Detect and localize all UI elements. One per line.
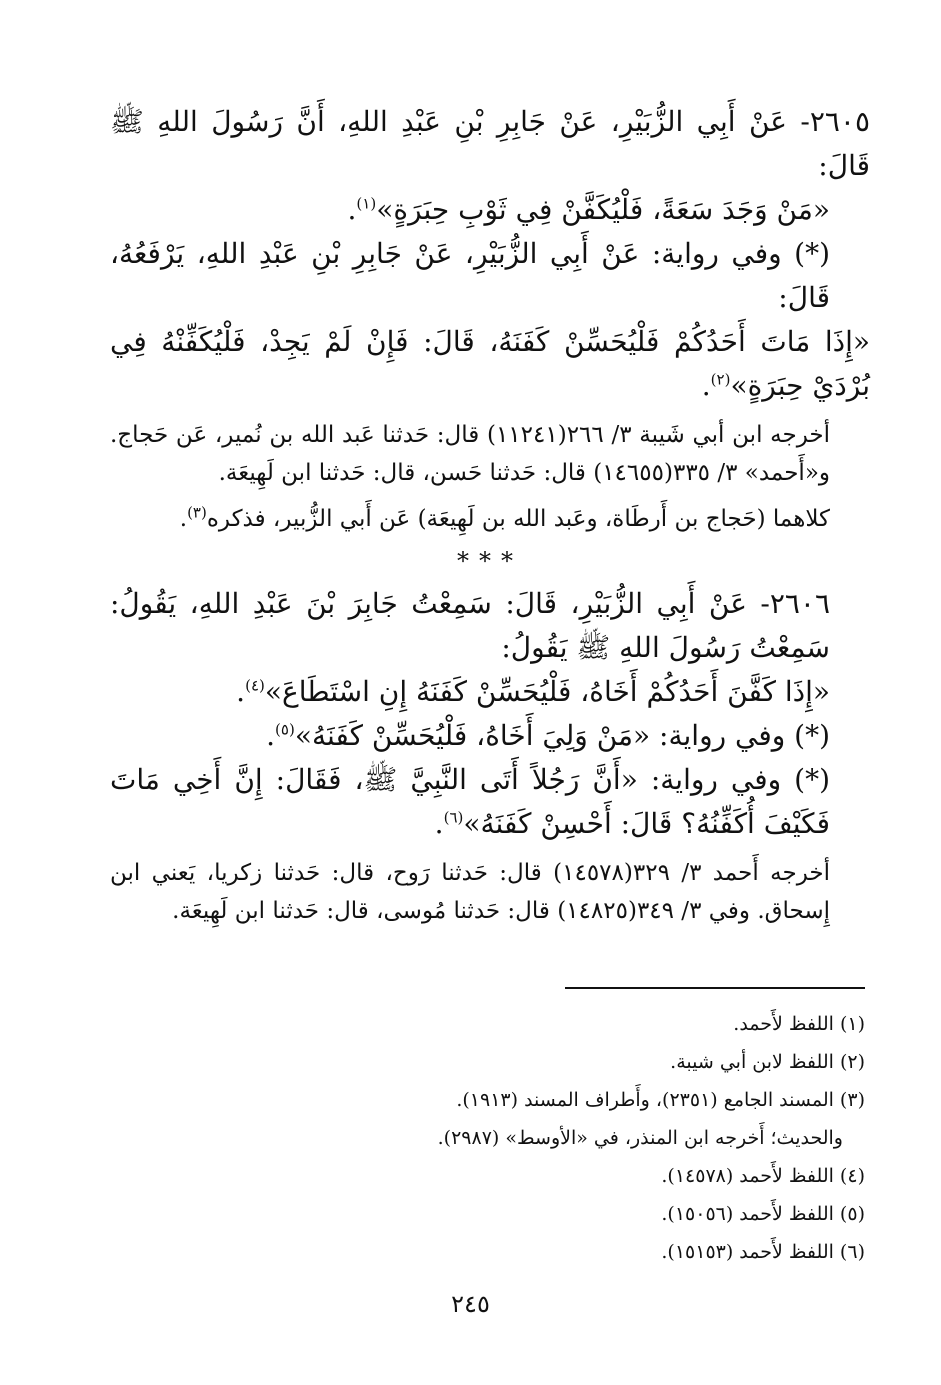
hadith-2605-line1: ٢٦٠٥- عَنْ أَبِي الزُّبَيْرِ، عَنْ جَابِرِ بْنِ عَبْدِ اللهِ، أَنَّ رَسُولَ اللهِ ﷺ قَالَ: (110, 105, 870, 182)
hadith-2606-line1: ٢٦٠٦- عَنْ أَبِي الزُّبَيْرِ، قَالَ: سَمِعْتُ جَابِرَ بْنَ عَبْدِ اللهِ، يَقُولُ: سَمِعْتُ رَسُولَ اللهِ ﷺ يَقُولُ: (110, 587, 830, 664)
hadith-2605-line3: (*) وفي رواية: عَنْ أَبِي الزُّبَيْرِ، عَنْ جَابِرِ بْنِ عَبْدِ اللهِ، يَرْفَعُهُ، قَالَ: (110, 237, 830, 314)
hadith-2605-line4: «إِذَا مَاتَ أَحَدُكُمْ فَلْيُحَسِّنْ كَفَنَهُ، قَالَ: فَإِنْ لَمْ يَجِدْ، فَلْيُكَفِّنْهُ فِي بُرْدَيْ حِبَرَةٍ» (110, 325, 870, 402)
hadith-2605-matn: «مَنْ وَجَدَ سَعَةً، فَلْيُكَفَّنْ فِي ثَوْبِ حِبَرَةٍ»$^{(١)}$. (347, 193, 830, 226)
footnote-5: (٥) اللفظ لأَحمد (١٥٠٥٦). (661, 1203, 865, 1225)
hadith-2605-takhrij-1: أخرجه ابن أبي شَيبة ٣/ ٢٦٦(١١٢٤١) قال: حَدثنا عَبد الله بن نُمير، عَن حَجاج. و«أَحمد» ٣/ ٣٣٥(١٤٦٥٥) قال: حَدثنا حَسن، قال: حَدثنا ابن لَهِيعَة. (110, 422, 831, 486)
footnote-divider (565, 987, 865, 989)
footnote-ref-1[interactable]: (١) (356, 194, 377, 213)
section-separator: *** (457, 547, 523, 575)
footnote-3: (٣) المسند الجامع (٢٣٥١)، وأَطراف المسند (١٩١٣). (456, 1089, 865, 1111)
hadith-2605-text (110, 100, 870, 188)
footnote-4: (٤) اللفظ لأَحمد (١٤٥٧٨). (661, 1165, 865, 1187)
hadith-2605-variant-intro (110, 232, 870, 320)
hadith-2606-matn: «إِذَا كَفَّنَ أَحَدُكُمْ أَخَاهُ، فَلْيُحَسِّنْ كَفَنَهُ إِنِ اسْتَطَاعَ»$^{(٤)}$. (236, 675, 830, 708)
hadith-2605 (110, 100, 870, 538)
footnote-1: (١) اللفظ لأَحمد. (733, 1013, 865, 1035)
hadith-2605-variant-matn: «إِذَا مَاتَ أَحَدُكُمْ فَلْيُحَسِّنْ كَفَنَهُ، قَالَ: فَإِنْ لَمْ يَجِدْ، فَلْيُكَفِّنْهُ فِي بُرْدَيْ حِبَرَةٍ»$^{(٢)}$. (110, 325, 870, 402)
footnote-ref-5[interactable]: (٥) (275, 720, 295, 739)
hadith-2606-line3: (*) وفي رواية: «مَنْ وَلِيَ أَخَاهُ، فَلْيُحَسِّنْ كَفَنَهُ» (294, 719, 830, 752)
hadith-2605-line2: «مَنْ وَجَدَ سَعَةً، فَلْيُكَفَّنْ فِي ثَوْبِ حِبَرَةٍ» (376, 193, 830, 226)
hadith-2606-variant-1: (*) وفي رواية: «مَنْ وَلِيَ أَخَاهُ، فَلْيُحَسِّنْ كَفَنَهُ»$^{(٥)}$. (266, 719, 830, 752)
hadith-2605-takhrij (110, 414, 870, 492)
page-number: ٢٤٥ (451, 1290, 490, 1318)
hadith-2606-text (110, 582, 870, 670)
hadith-2606-line2: «إِذَا كَفَّنَ أَحَدُكُمْ أَخَاهُ، فَلْيُحَسِّنْ كَفَنَهُ إِنِ اسْتَطَاعَ» (264, 675, 830, 708)
hadith-2605-takhrij-summary: كلاهما (حَجاج بن أَرطَاة، وعَبد الله بن لَهِيعَة) عَن أَبي الزُّبير، فذكره$^{(٣)}$. (179, 503, 830, 532)
hadith-2606-variant-2: (*) وفي رواية: «أَنَّ رَجُلاً أَتَى النَّبِيَّ ﷺ، فَقَالَ: إِنَّ أَخِي مَاتَ فَكَيْفَ أُكَفِّنُهُ؟ قَالَ: أَحْسِنْ كَفَنَهُ»$^{(٦)}$. (110, 763, 830, 840)
hadith-2606 (110, 582, 870, 930)
hadith-2606-line4: (*) وفي رواية: «أَنَّ رَجُلاً أَتَى النَّبِيَّ ﷺ، فَقَالَ: إِنَّ أَخِي مَاتَ فَكَيْفَ أُكَفِّنُهُ؟ قَالَ: أَحْسِنْ كَفَنَهُ» (110, 763, 830, 840)
footnote-2: (٢) اللفظ لابن أبي شيبة. (670, 1051, 865, 1073)
page-body (110, 100, 870, 936)
footnote-ref-3[interactable]: (٣) (187, 503, 207, 522)
hadith-2605-takhrij-2: كلاهما (حَجاج بن أَرطَاة، وعَبد الله بن لَهِيعَة) عَن أَبي الزُّبير، فذكره (206, 506, 830, 532)
footnote-ref-2[interactable]: (٢) (710, 370, 731, 389)
footnote-3-continuation: والحديث؛ أَخرجه ابن المنذر، في «الأوسط» (٢٩٨٧). (437, 1127, 843, 1149)
footnote-ref-6[interactable]: (٦) (443, 808, 464, 827)
footnote-ref-4[interactable]: (٤) (245, 676, 265, 695)
footnotes (240, 1005, 865, 1271)
footnote-6: (٦) اللفظ لأَحمد (١٥١٥٣). (661, 1241, 865, 1263)
hadith-2606-takhrij (110, 852, 870, 930)
hadith-2606-takhrij-1: أخرجه أَحمد ٣/ ٣٢٩(١٤٥٧٨) قال: حَدثنا رَوح، قال: حَدثنا زكريا، يَعني ابن إِسحاق. وفي ٣/ ٣٤٩(١٤٨٢٥) قال: حَدثنا مُوسى، قال: حَدثنا ابن لَهِيعَة. (110, 860, 831, 924)
